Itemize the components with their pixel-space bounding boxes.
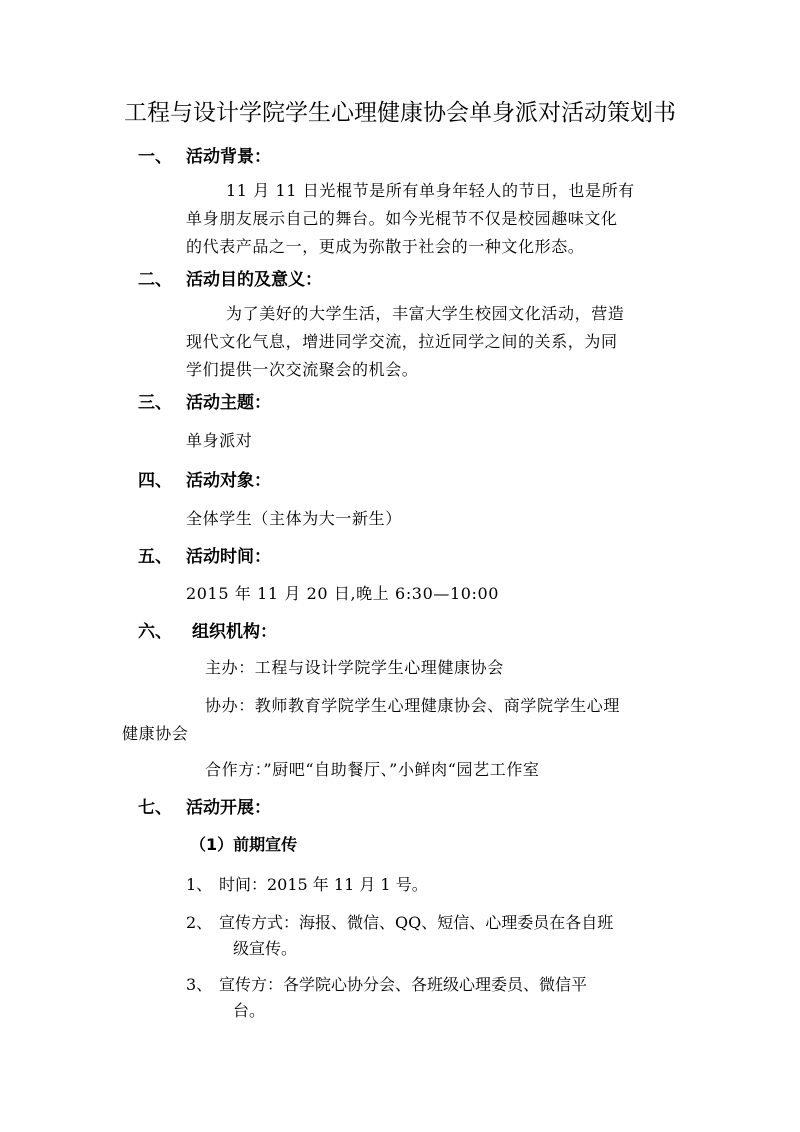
paragraph-line: 11 月 11 日光棍节是所有单身年轻人的节日，也是所有 [226,181,635,200]
section-5-number: 五、 [138,547,172,567]
section-2-paragraph [186,300,624,384]
paragraph-line: 现代文化气息，增进同学交流，拉近同学之间的关系，为同 [186,332,618,351]
section-1-heading [138,145,271,169]
section-4-number: 四、 [138,471,172,491]
sub-heading-promotion: （1）前期宣传 [190,835,298,854]
list-item-line: 时间：2015 年 11 月 1 号。 [219,875,428,894]
list-item-line: 宣传方式：海报、微信、QQ、短信、心理委员在各自班 [219,913,614,932]
list-item-line: 台。 [233,1001,266,1020]
paragraph-line: 学们提供一次交流聚会的机会。 [186,360,419,379]
paragraph-line: 全体学生（主体为大一新生） [186,509,402,528]
section-7-heading [138,796,271,820]
paragraph-line: 主办：工程与设计学院学生心理健康协会 [205,658,504,677]
list-item-index: 2、 [186,913,213,932]
section-5-title: 活动时间： [186,547,271,567]
section-3-number: 三、 [138,393,172,413]
section-1-paragraph [186,177,635,261]
document-title: 工程与设计学院学生心理健康协会单身派对活动策划书 [124,100,676,126]
list-item [186,872,428,898]
paragraph-line: 的代表产品之一，更成为弥散于社会的一种文化形态。 [186,237,585,256]
list-item [186,972,587,1024]
section-2-heading [138,268,322,292]
section-2-number: 二、 [138,270,172,290]
section-5-heading [138,545,271,569]
section-3-heading [138,391,271,415]
paragraph-line: 2015 年 11 月 20 日,晚上 6:30—10:00 [186,584,500,603]
section-3-title: 活动主题： [186,393,271,413]
paragraph-line: 为了美好的大学生活，丰富大学生校园文化活动，营造 [226,304,625,323]
section-1-title: 活动背景： [186,147,271,167]
co-organizer-paragraph [122,692,620,748]
section-1-number: 一、 [138,147,172,167]
section-5-paragraph [186,580,499,608]
list-item-line: 宣传方：各学院心协分会、各班级心理委员、微信平 [219,975,588,994]
section-7-title: 活动开展： [186,798,271,818]
section-6-number: 六、 [138,622,172,642]
list-item-line: 级宣传。 [233,939,298,958]
section-2-title: 活动目的及意义： [186,270,322,290]
paragraph-line: 协办：教师教育学院学生心理健康协会、商学院学生心理 [205,696,621,715]
section-7-number: 七、 [138,798,172,818]
section-6-title: 组织机构： [192,622,277,642]
list-item [186,910,613,962]
list-item-index: 1、 [186,875,213,894]
section-4-paragraph [186,505,402,533]
organizer-line [205,654,504,682]
paragraph-line: 单身朋友展示自己的舞台。如今光棍节不仅是校园趣味文化 [186,209,618,228]
section-4-title: 活动对象： [186,471,271,491]
section-6-heading [138,620,277,644]
paragraph-line: 合作方：”厨吧“自助餐厅、”小鲜肉“园艺工作室 [205,760,540,779]
section-4-heading [138,469,271,493]
paragraph-line: 健康协会 [122,724,189,743]
partner-line [205,756,540,784]
paragraph-line: 单身派对 [186,431,253,450]
list-item-index: 3、 [186,975,213,994]
section-3-paragraph [186,427,252,455]
